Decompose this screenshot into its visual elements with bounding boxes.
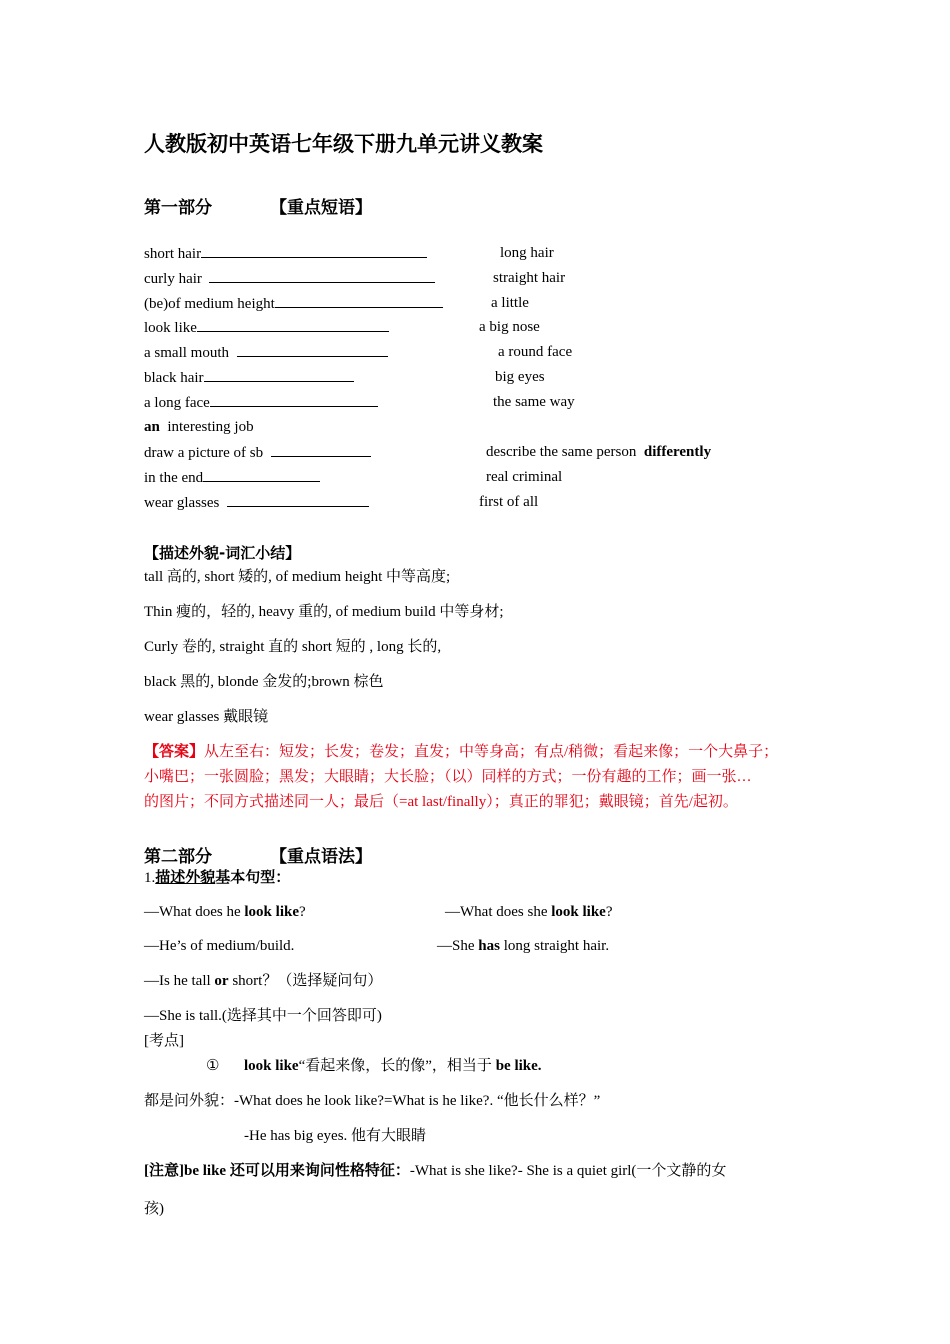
phrase-row-7: [144, 393, 378, 412]
point-number: ①: [206, 1058, 220, 1074]
choice-question: —Is he tall or short？（选择疑问句）: [144, 973, 383, 989]
point-line: look like“看起来像，长的像”，相当于 be like.: [244, 1058, 542, 1074]
part1-label: 第一部分: [144, 198, 212, 218]
grammar-heading: 1.描述外貌基本句型：: [144, 868, 291, 886]
answer-blank: [201, 244, 427, 258]
phrase-right: a big nose: [479, 319, 540, 335]
phrase-row-10: [144, 468, 320, 487]
phrase-left: in the end: [144, 470, 204, 486]
phrase-right: straight hair: [493, 270, 566, 286]
answer-blank: [203, 468, 320, 482]
answer-blank: [227, 493, 369, 507]
phrase-left: (be)of medium height: [144, 296, 275, 312]
answer-blank: [237, 343, 388, 357]
phrase-right: first of all: [479, 494, 539, 510]
answer-line-2: 小嘴巴；一张圆脸；黑发；大眼睛；大长脸；（以）同样的方式；一份有趣的工作；画一张…: [144, 769, 752, 785]
phrase-row-9: [144, 443, 371, 462]
part2-label: 第二部分: [144, 847, 212, 867]
phrase-left: draw a picture of sb: [144, 445, 264, 461]
ask-appearance-line: 都是问外貌：-What does he look like?=What is he like?. “他长什么样？”: [144, 1093, 601, 1109]
document-title: 人教版初中英语七年级下册九单元讲义教案: [144, 132, 543, 156]
phrase-left-bold: an: [144, 419, 160, 435]
choice-answer: —She is tall.(选择其中一个回答即可): [144, 1008, 382, 1024]
phrase-row-2: [144, 269, 435, 288]
answer-blank: [204, 368, 354, 382]
phrase-left: black hair: [144, 370, 204, 386]
part2-tag: 【重点语法】: [270, 847, 372, 867]
vocab-line: wear glasses 戴眼镜: [144, 709, 269, 725]
phrase-row-5: [144, 343, 388, 362]
phrase-right: a round face: [498, 344, 573, 360]
answer-blank: [209, 269, 435, 283]
question-she: —What does she look like?: [445, 904, 613, 920]
answer-blank: [275, 294, 443, 308]
phrase-left: a long face: [144, 395, 210, 411]
phrase-row-11: [144, 493, 369, 512]
answer-line-1: 【答案】从左至右：短发；长发；卷发；直发；中等身高；有点/稍微；看起来像；一个大鼻子；: [144, 744, 779, 760]
phrase-left: wear glasses: [144, 495, 220, 511]
kaodian-label: [考点]: [144, 1033, 184, 1049]
ask-appearance-answer: -He has big eyes. 他有大眼睛: [244, 1128, 427, 1144]
vocab-line: tall 高的, short 矮的, of medium height 中等高度;: [144, 569, 451, 585]
phrase-left: short hair: [144, 246, 202, 262]
answer-he: —He’s of medium/build.: [144, 938, 295, 954]
answer-she: —She has long straight hair.: [437, 938, 610, 954]
part1-tag: 【重点短语】: [270, 198, 372, 218]
phrase-right: a little: [491, 295, 529, 311]
vocab-heading: 【描述外貌-词汇小结】: [144, 544, 301, 562]
note-line: [注意]be like 还可以用来询问性格特征：-What is she like?- She is a quiet girl(一个文静的女: [144, 1163, 727, 1179]
question-he: —What does he look like?: [144, 904, 306, 920]
phrase-right: describe the same person differently: [486, 444, 712, 460]
note-line-cont: 孩): [144, 1201, 164, 1217]
phrase-left: interesting job: [167, 419, 254, 435]
phrase-row-8: [144, 418, 254, 436]
phrase-right: the same way: [493, 394, 575, 410]
answer-blank: [197, 318, 389, 332]
part1-heading: [144, 193, 372, 218]
answer-label: 【答案】: [144, 744, 205, 760]
phrase-row-3: [144, 294, 443, 313]
phrase-row-6: [144, 368, 354, 387]
answer-blank: [210, 393, 378, 407]
part2-heading: [144, 842, 372, 867]
vocab-line: Thin 瘦的，轻的, heavy 重的, of medium build 中等身材;: [144, 604, 504, 620]
phrase-left: curly hair: [144, 271, 202, 287]
phrase-row-1: [144, 244, 427, 263]
phrase-right: big eyes: [495, 369, 545, 385]
phrase-right: real criminal: [486, 469, 563, 485]
answer-blank: [271, 443, 371, 457]
phrase-left: a small mouth: [144, 345, 229, 361]
vocab-line: black 黑的, blonde 金发的;brown 棕色: [144, 674, 384, 690]
answer-line-3: 的图片；不同方式描述同一人；最后（=at last/finally）；真正的罪犯；戴眼镜；首先/起初。: [144, 794, 738, 810]
phrase-left: look like: [144, 320, 197, 336]
phrase-row-4: [144, 318, 389, 337]
vocab-line: Curly 卷的, straight 直的 short 短的 , long 长的,: [144, 639, 442, 655]
phrase-right: long hair: [500, 245, 554, 261]
